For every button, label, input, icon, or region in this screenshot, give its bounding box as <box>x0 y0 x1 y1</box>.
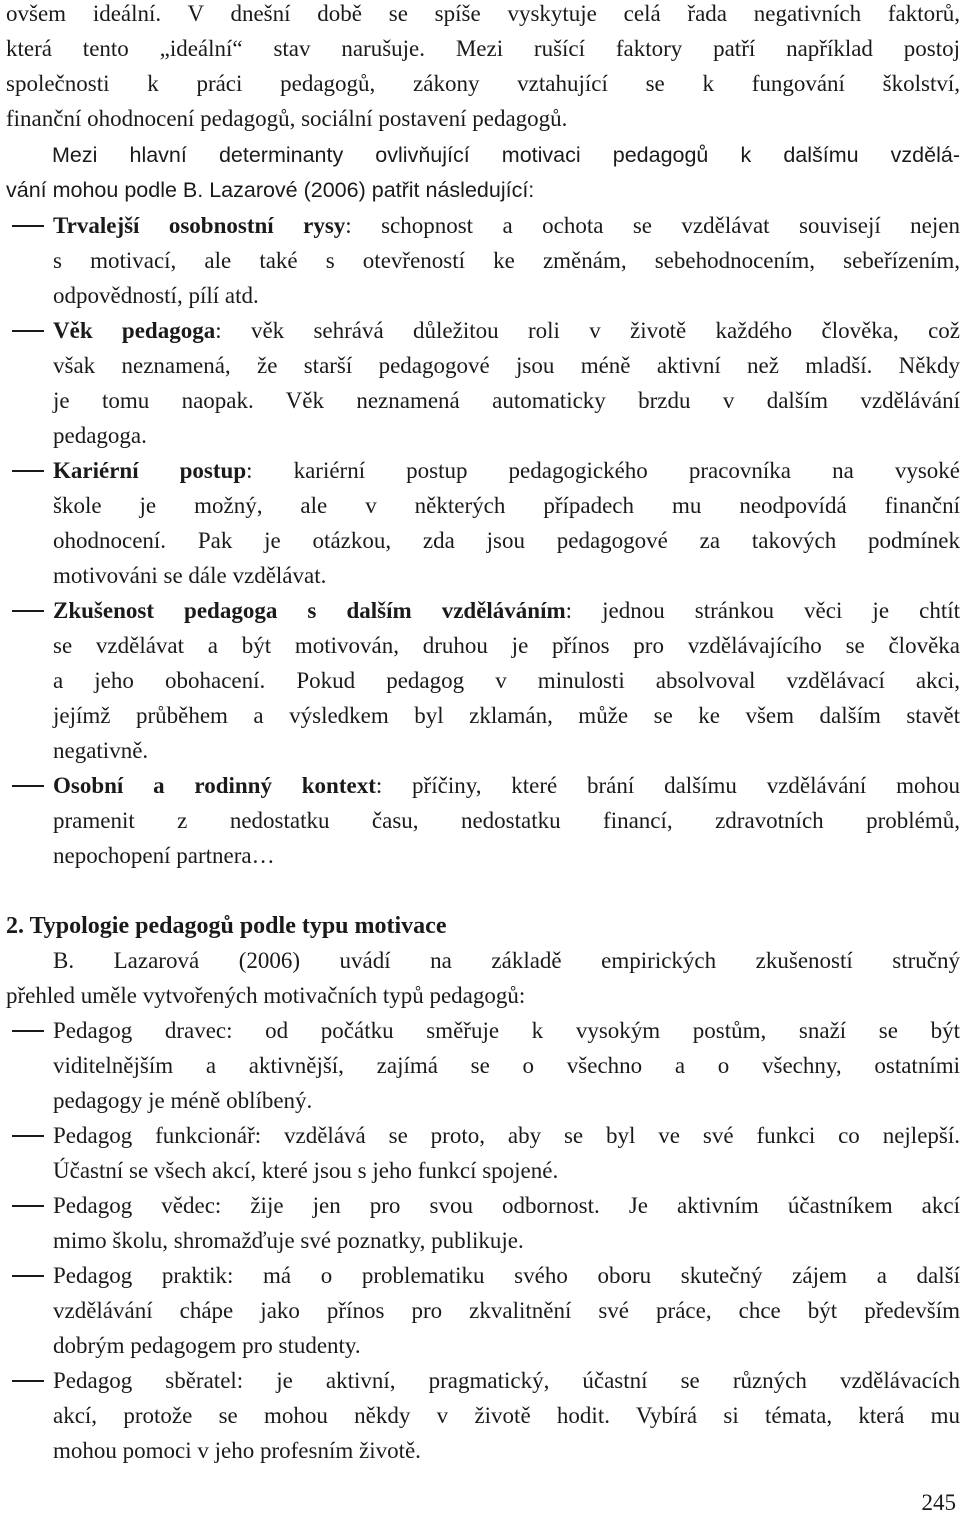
determinant-term: Kariérní postup <box>53 458 247 483</box>
dash-icon <box>12 1030 44 1032</box>
list-item-line: Pedagog dravec: od počátku směřuje k vysokým postům, snaží se být <box>53 1018 960 1043</box>
list-item-line: dobrým pedagogem pro studenty. <box>53 1333 361 1358</box>
list-item-line: Pedagog sběratel: je aktivní, pragmatický, účastní se různých vzdělávacích <box>53 1368 960 1393</box>
paragraph-line: která tento „ideální“ stav narušuje. Mezi rušící faktory patří například postoj <box>6 36 960 61</box>
list-item-line: jejímž průběhem a výsledkem byl zklamán, může se ke všem dalším stavět <box>53 703 960 728</box>
dash-icon <box>12 1205 44 1207</box>
list-item-line: pedagoga. <box>53 423 147 448</box>
list-item-line: škole je možný, ale v některých případech mu neodpovídá finanční <box>53 493 960 518</box>
paragraph-line: přehled uměle vytvořených motivačních typů pedagogů: <box>6 983 526 1008</box>
determinant-text: : jednou stránkou věci je chtít <box>565 598 960 623</box>
determinant-text: : schopnost a ochota se vzdělávat souvisejí nejen <box>345 213 960 238</box>
list-item-line: se vzdělávat a být motivován, druhou je přínos pro vzdělávajícího se člověka <box>53 633 960 658</box>
list-bullet <box>6 457 36 487</box>
list-item-line: odpovědností, pílí atd. <box>53 283 259 308</box>
list-item-line <box>53 457 960 487</box>
list-item-line: však neznamená, že starší pedagogové jsou méně aktivní než mladší. Někdy <box>53 353 960 378</box>
list-bullet <box>6 1192 36 1222</box>
list-item-line: Pedagog vědec: žije jen pro svou odbornost. Je aktivním účastníkem akcí <box>53 1193 960 1218</box>
list-item-line: a jeho obohacení. Pokud pedagog v minulosti absolvoval vzdělávací akci, <box>53 668 960 693</box>
list-item-line: pramenit z nedostatku času, nedostatku financí, zdravotních problémů, <box>53 808 960 833</box>
paragraph-line: B. Lazarová (2006) uvádí na základě empirických zkušeností stručný <box>53 948 960 973</box>
list-item-line: vzdělávání chápe jako přínos pro zkvalitnění své práce, chce být především <box>53 1298 960 1323</box>
list-item-line: negativně. <box>53 738 149 763</box>
paragraph-text: Lazarové (2006) patřit následující: <box>203 178 535 202</box>
list-item-line: Účastní se všech akcí, které jsou s jeho funkcí spojené. <box>53 1158 559 1183</box>
dash-icon <box>12 1135 44 1137</box>
list-bullet <box>6 1262 36 1292</box>
list-bullet <box>6 597 36 627</box>
list-item-line: Pedagog praktik: má o problematiku svého oboru skutečný zájem a další <box>53 1263 960 1288</box>
dash-icon <box>12 610 44 612</box>
dash-icon <box>12 785 44 787</box>
list-bullet <box>6 1017 36 1047</box>
list-item-line: akcí, protože se mohou někdy v životě hodit. Vybírá si témata, která mu <box>53 1403 960 1428</box>
list-item-line <box>53 597 960 627</box>
section-heading: 2. Typologie pedagogů podle typu motivace <box>6 913 447 939</box>
list-bullet <box>6 212 36 242</box>
list-item-line: Pedagog funkcionář: vzdělává se proto, aby se byl ve své funkci co nejlepší. <box>53 1123 960 1148</box>
paragraph-line <box>6 176 960 206</box>
determinant-term: Osobní a rodinný kontext <box>53 773 376 798</box>
list-item-line: mohou pomoci v jeho profesním životě. <box>53 1438 421 1463</box>
list-item-line: mimo školu, shromažďuje své poznatky, publikuje. <box>53 1228 524 1253</box>
paragraph-line: společnosti k práci pedagogů, zákony vztahující se k fungování školství, <box>6 71 960 96</box>
determinant-term: Věk pedagoga <box>53 318 216 343</box>
list-item-line <box>53 317 960 347</box>
paragraph-line: finanční ohodnocení pedagogů, sociální postavení pedagogů. <box>6 106 568 131</box>
paragraph-line: ovšem ideální. V dnešní době se spíše vyskytuje celá řada negativních faktorů, <box>6 1 960 26</box>
dash-icon <box>12 225 44 227</box>
list-bullet <box>6 1367 36 1397</box>
dash-icon <box>12 1380 44 1382</box>
paragraph-text: vání mohou podle B. <box>6 178 204 202</box>
list-item-line: nepochopení partnera… <box>53 843 275 868</box>
paragraph-line: Mezi hlavní determinanty ovlivňující motivaci pedagogů k dalšímu vzdělá- <box>52 143 960 167</box>
determinant-text: : příčiny, které brání dalšímu vzdělávání mohou <box>375 773 960 798</box>
dash-icon <box>12 1275 44 1277</box>
list-item-line: viditelnějším a aktivnější, zajímá se o všechno a o všechny, ostatními <box>53 1053 960 1078</box>
list-item-line: pedagogy je méně oblíbený. <box>53 1088 313 1113</box>
list-item-line: je tomu naopak. Věk neznamená automaticky brzdu v dalším vzdělávání <box>53 388 960 413</box>
list-bullet <box>6 317 36 347</box>
list-item-line <box>53 212 960 242</box>
dash-icon <box>12 330 44 332</box>
determinant-term: Zkušenost pedagoga s dalším vzděláváním <box>53 598 566 623</box>
determinant-text: : věk sehrává důležitou roli v životě každého člověka, což <box>215 318 960 343</box>
list-item-line <box>53 772 960 802</box>
list-item-line: motivováni se dále vzdělávat. <box>53 563 327 588</box>
list-item-line: s motivací, ale také s otevřeností ke změnám, sebehodnocením, sebeřízením, <box>53 248 960 273</box>
page-number: 245 <box>921 1490 956 1515</box>
determinant-term: Trvalejší osobnostní rysy <box>53 213 346 238</box>
list-item-line: ohodnocení. Pak je otázkou, zda jsou pedagogové za takových podmínek <box>53 528 960 553</box>
list-bullet <box>6 772 36 802</box>
list-bullet <box>6 1122 36 1152</box>
determinant-text: : kariérní postup pedagogického pracovníka na vysoké <box>246 458 960 483</box>
dash-icon <box>12 470 44 472</box>
